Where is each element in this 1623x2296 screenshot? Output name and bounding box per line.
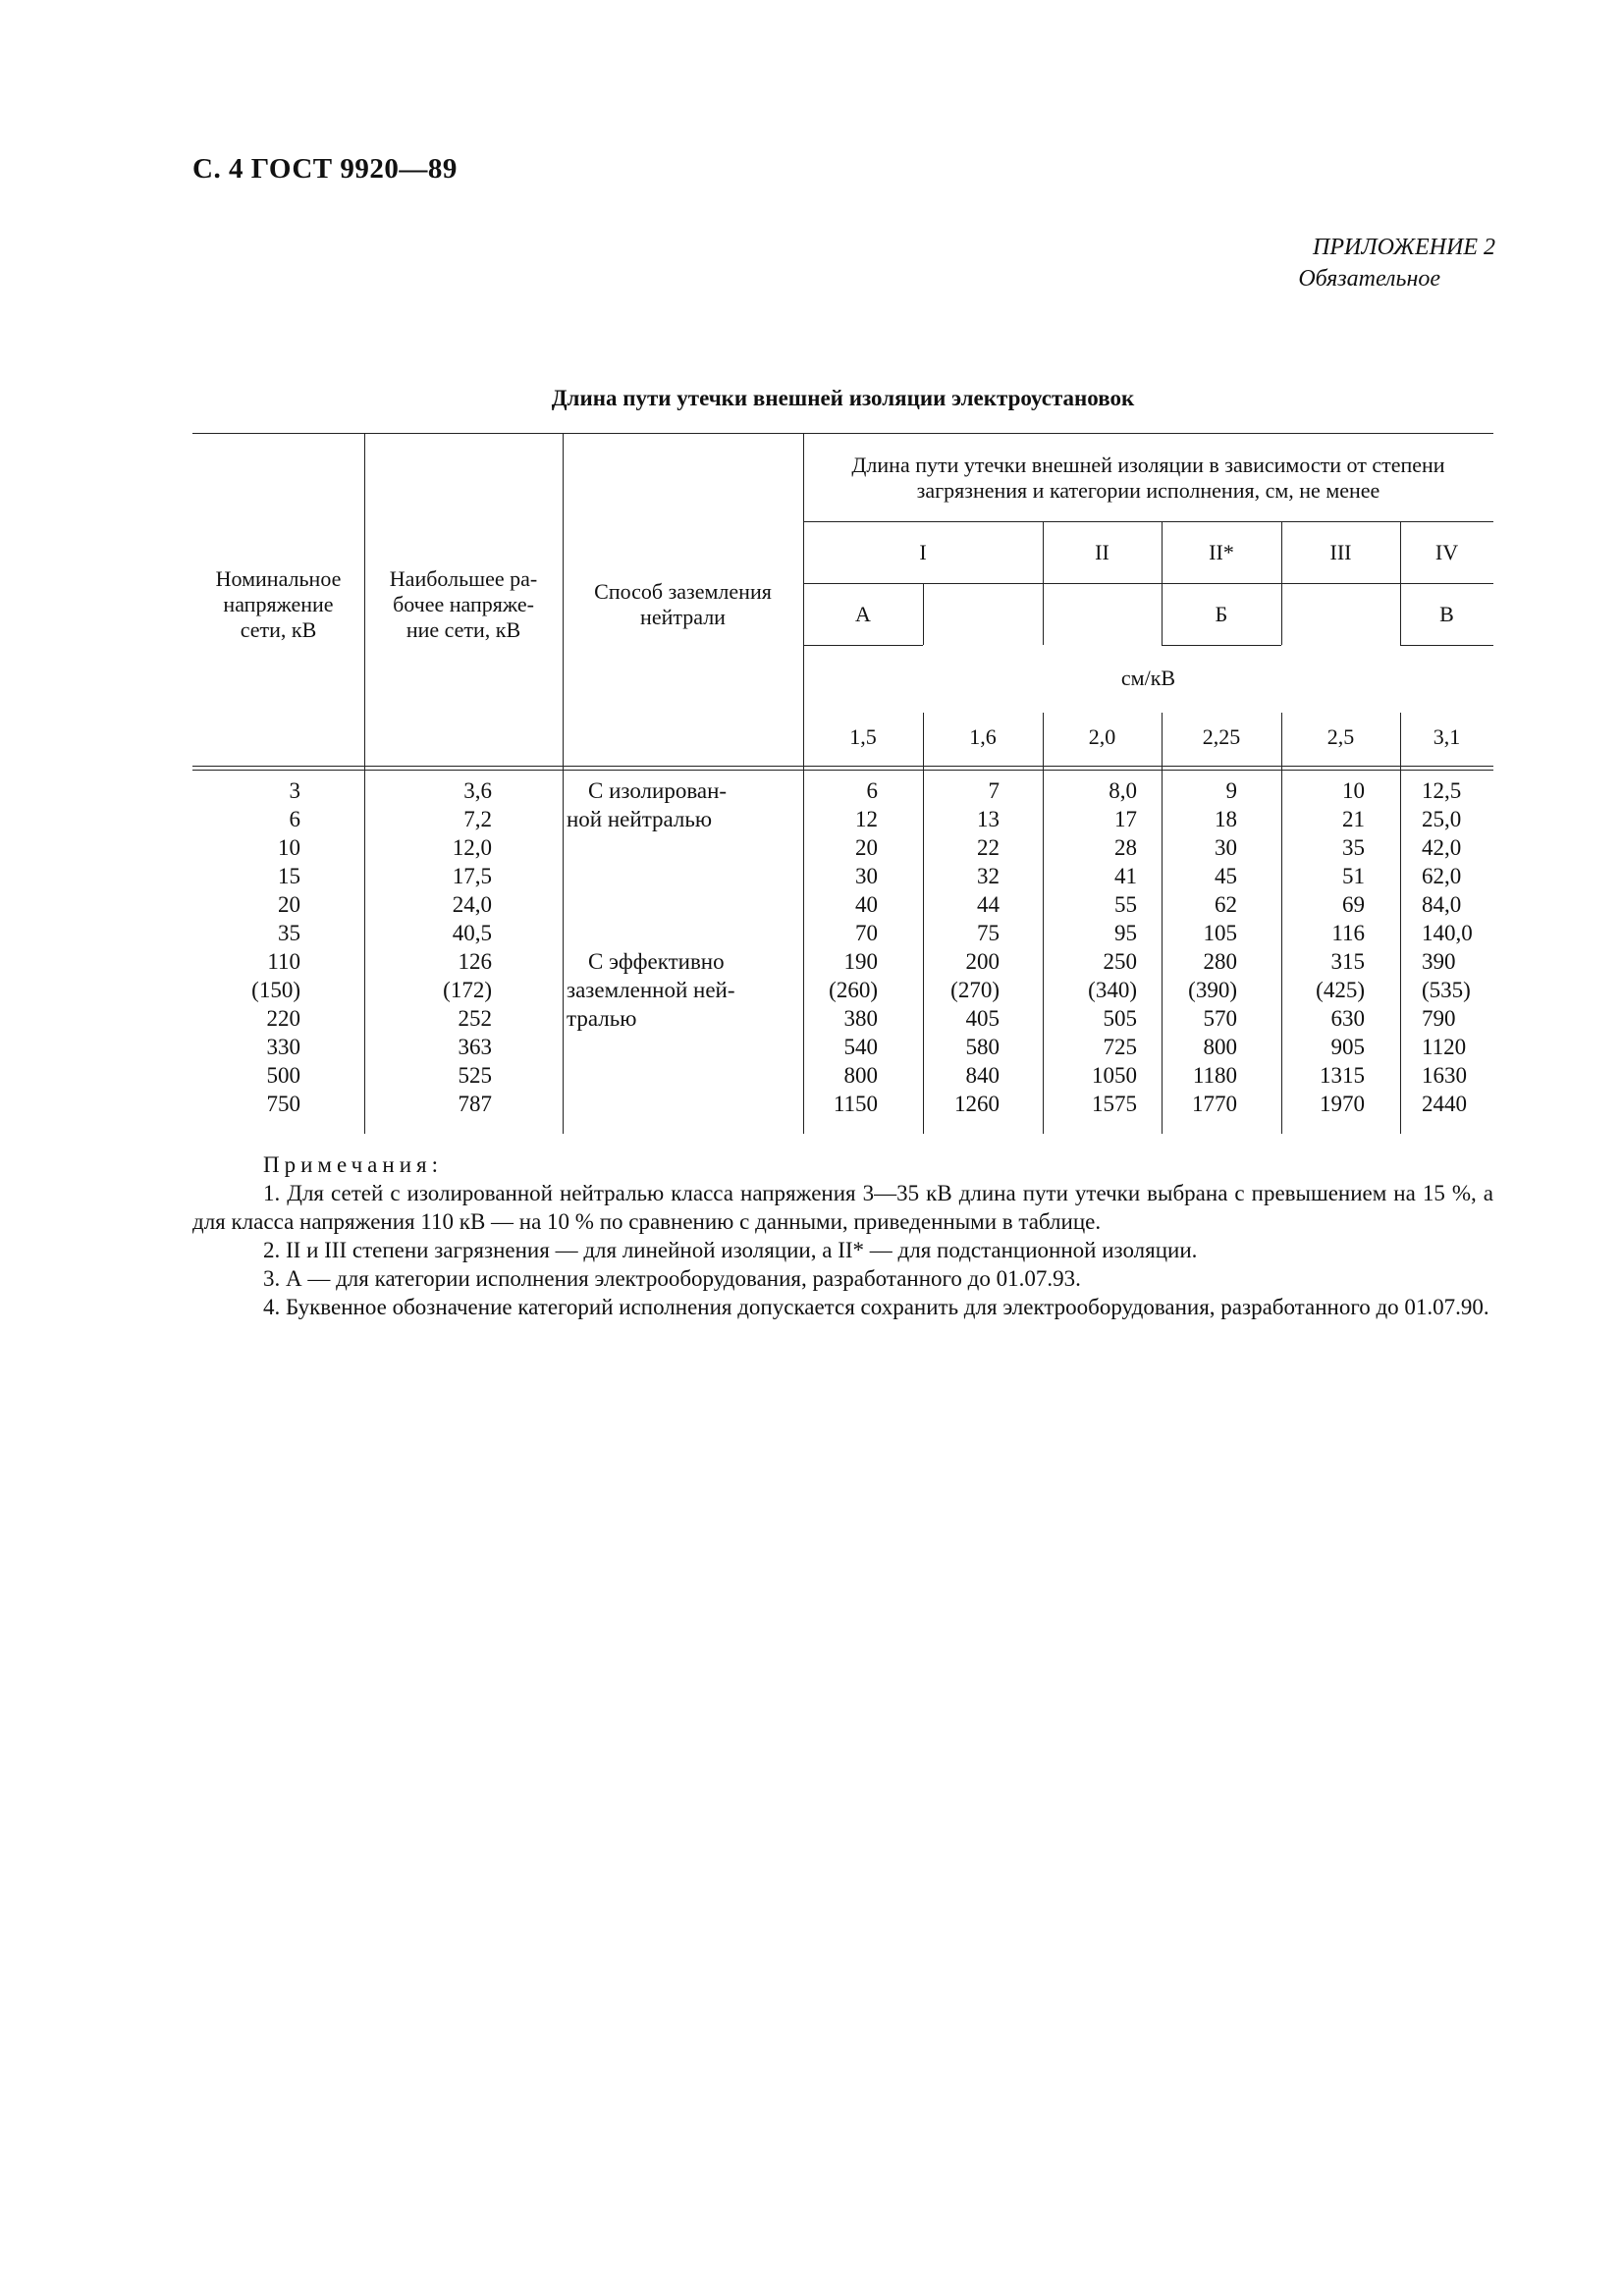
table-cell: 75 [977,921,1000,945]
table-cell: 250 [1103,949,1137,974]
table-cell: 40 [855,892,878,917]
table-cell: (535) [1422,978,1471,1002]
table-cell: 2440 [1422,1092,1467,1116]
table-cell: 140,0 [1422,921,1473,945]
table-cell: (390) [1188,978,1237,1002]
header-nominal-line: сети, кВ [240,617,317,642]
column-nominal [192,776,300,1118]
header-grounding-line: Способ заземления [594,579,772,604]
table-cell: (270) [950,978,1000,1002]
header-max-working-line: Наибольшее ра- [389,566,538,591]
table-cell: 110 [267,949,300,974]
table-cell: 570 [1203,1006,1237,1031]
column-max-working [364,776,492,1118]
table-cell: 12,5 [1422,778,1462,803]
header-leakage-line: Длина пути утечки внешней изоляции в зависимости от степени [851,453,1445,477]
table-cell: 252 [458,1006,492,1031]
table-cell: 8,0 [1109,778,1137,803]
table-cell: (425) [1316,978,1365,1002]
column-1-5 [803,776,878,1118]
table-cell: 315 [1330,949,1365,974]
table-cell: 725 [1103,1035,1137,1059]
notes [192,1150,1493,1321]
table-cell: 220 [266,1006,300,1031]
rule-under-cat-a [803,645,923,646]
table-cell: 1970 [1320,1092,1365,1116]
table-cell: 126 [458,949,492,974]
header-max-working-line: бочее напряже- [393,592,534,616]
column-2-25 [1162,776,1237,1118]
table-cell: 95 [1114,921,1137,945]
table-cell: (172) [443,978,492,1002]
col-rule-2 [563,433,564,1134]
table-cell: 116 [1331,921,1365,945]
table-cell: 10 [278,835,300,860]
table-cell: 363 [458,1035,492,1059]
table-cell: 84,0 [1422,892,1462,917]
header-nominal-line: Номинальное [215,566,342,591]
column-1-6 [923,776,1000,1118]
table-cell: 105 [1203,921,1237,945]
table-cell: 405 [965,1006,1000,1031]
column-3-1 [1400,776,1493,1118]
degree-ii-star: II* [1209,539,1234,564]
grounding-isolated-line: ной нейтралью [567,807,713,831]
table-cell: 6 [866,778,878,803]
table-cell: 1050 [1092,1063,1137,1088]
grounding-effective-line: заземленной ней- [567,978,735,1002]
note-2: 2. II и III степени загрязнения — для линейной изоляции, а II* — для подстанционной изоляции. [263,1238,1198,1262]
table-cell: 200 [965,949,1000,974]
table-cell: 1315 [1320,1063,1365,1088]
table-cell: 7 [988,778,1000,803]
specific-1-5: 1,5 [849,724,877,749]
table-cell: 1120 [1422,1035,1467,1059]
table-cell: 500 [266,1063,300,1088]
table-cell: 12 [855,807,878,831]
header-grounding [563,570,803,639]
leakage-table [192,433,1493,1120]
table-cell: 1770 [1192,1092,1237,1116]
specific-1-6: 1,6 [969,724,997,749]
table-cell: (260) [829,978,878,1002]
table-title: Длина пути утечки внешней изоляции электроустановок [551,386,1135,410]
table-cell: 630 [1330,1006,1365,1031]
table-cell: 42,0 [1422,835,1462,860]
table-cell: 70 [855,921,878,945]
appendix-label [1298,232,1495,294]
header-nominal-line: напряжение [223,592,334,616]
specific-2-25: 2,25 [1202,724,1241,749]
table-cell: 525 [458,1063,492,1088]
table-cell: 787 [458,1092,492,1116]
table-cell: 12,0 [452,835,492,860]
category-b: Б [1215,601,1228,626]
table-cell: 51 [1342,864,1365,888]
table-cell: 540 [843,1035,878,1059]
table-cell: 190 [843,949,878,974]
table-cell: 35 [1342,835,1365,860]
note-1: 1. Для сетей с изолированной нейтралью класса напряжения 3—35 кВ длина пути утечки выбрана с превышением на 15 %, а для класса напряжения 110 кВ — на 10 % по сравнению с данными, приведенными в таблице. [192,1181,1493,1234]
table-cell: 790 [1422,1006,1456,1031]
table-cell: 1180 [1192,1063,1237,1088]
table-cell: 55 [1114,892,1137,917]
column-2-0 [1043,776,1137,1118]
table-cell: 25,0 [1422,807,1462,831]
table-cell: 840 [965,1063,1000,1088]
table-cell: 9 [1225,778,1237,803]
table-cell: 505 [1103,1006,1137,1031]
table-cell: 800 [843,1063,878,1088]
table-cell: 69 [1342,892,1365,917]
table-cell: 380 [843,1006,878,1031]
table-cell: 1150 [833,1092,878,1116]
table-cell: 40,5 [452,921,492,945]
grounding-effective [567,947,783,1033]
grounding-isolated [567,776,783,833]
table-cell: 30 [855,864,878,888]
table-cell: 17 [1114,807,1137,831]
table-cell: 32 [977,864,1000,888]
specific-2-5: 2,5 [1326,724,1355,749]
header-leakage [803,451,1493,506]
table-cell: 24,0 [452,892,492,917]
degree-i: I [919,539,927,564]
header-nominal [192,551,364,659]
appendix-status: Обязательное [1298,266,1440,292]
column-2-5 [1281,776,1365,1118]
table-cell: 800 [1203,1035,1237,1059]
table-cell: 280 [1203,949,1237,974]
header-bottom-rule-2 [192,770,1493,771]
note-3: 3. А — для категории исполнения электрооборудования, разработанного до 01.07.93. [263,1266,1081,1291]
table-cell: 21 [1342,807,1365,831]
table-cell: 62,0 [1422,864,1462,888]
header-bottom-rule [192,766,1493,767]
degree-ii: II [1095,539,1109,564]
unit-label: см/кВ [1120,666,1176,690]
table-cell: (150) [251,978,300,1002]
header-max-working [364,551,563,659]
table-cell: 3 [289,778,300,803]
table-top-rule [192,433,1493,434]
table-cell: 750 [266,1092,300,1116]
table-cell: 580 [965,1035,1000,1059]
header-leakage-line: загрязнения и категории исполнения, см, не менее [916,478,1380,503]
table-cell: 41 [1114,864,1137,888]
table-cell: 20 [855,835,878,860]
table-cell: 1575 [1092,1092,1137,1116]
category-a: А [855,601,871,626]
table-cell: 44 [977,892,1000,917]
header-max-working-line: ние сети, кВ [406,617,521,642]
table-cell: 18 [1215,807,1237,831]
note-4: 4. Буквенное обозначение категорий исполнения допускается сохранить для электрооборудования, разработанного до 01.07.90. [263,1295,1489,1319]
table-cell: 35 [278,921,300,945]
table-cell: 1630 [1422,1063,1467,1088]
rule-under-cat-b [1162,645,1281,646]
grounding-isolated-line: С изолирован- [588,778,728,803]
page-header: С. 4 ГОСТ 9920—89 [192,153,458,185]
table-cell: 6 [289,807,300,831]
specific-2-0: 2,0 [1088,724,1116,749]
table-cell: 17,5 [452,864,492,888]
table-cell: 62 [1215,892,1237,917]
table-cell: 28 [1114,835,1137,860]
table-cell: 10 [1342,778,1365,803]
rule-under-cat-v [1400,645,1493,646]
notes-title: Примечания: [263,1152,443,1177]
table-cell: 20 [278,892,300,917]
category-v: В [1439,601,1454,626]
table-cell: 45 [1215,864,1237,888]
specific-3-1: 3,1 [1433,724,1461,749]
header-grounding-line: нейтрали [640,605,726,629]
table-cell: 7,2 [463,807,492,831]
table-cell: 3,6 [463,778,492,803]
table-cell: 13 [977,807,1000,831]
grounding-effective-line: тралью [567,1006,637,1031]
table-cell: 30 [1215,835,1237,860]
table-cell: 1260 [954,1092,1000,1116]
table-cell: 905 [1330,1035,1365,1059]
table-cell: 330 [266,1035,300,1059]
table-cell: 15 [278,864,300,888]
grounding-effective-line: С эффективно [588,949,725,974]
col-rule-cat-a [923,583,924,645]
table-cell: 390 [1422,949,1456,974]
degree-iii: III [1329,539,1352,564]
table-cell: 22 [977,835,1000,860]
degree-iv: IV [1434,539,1459,564]
appendix-number: ПРИЛОЖЕНИЕ 2 [1313,235,1495,260]
table-cell: (340) [1088,978,1137,1002]
